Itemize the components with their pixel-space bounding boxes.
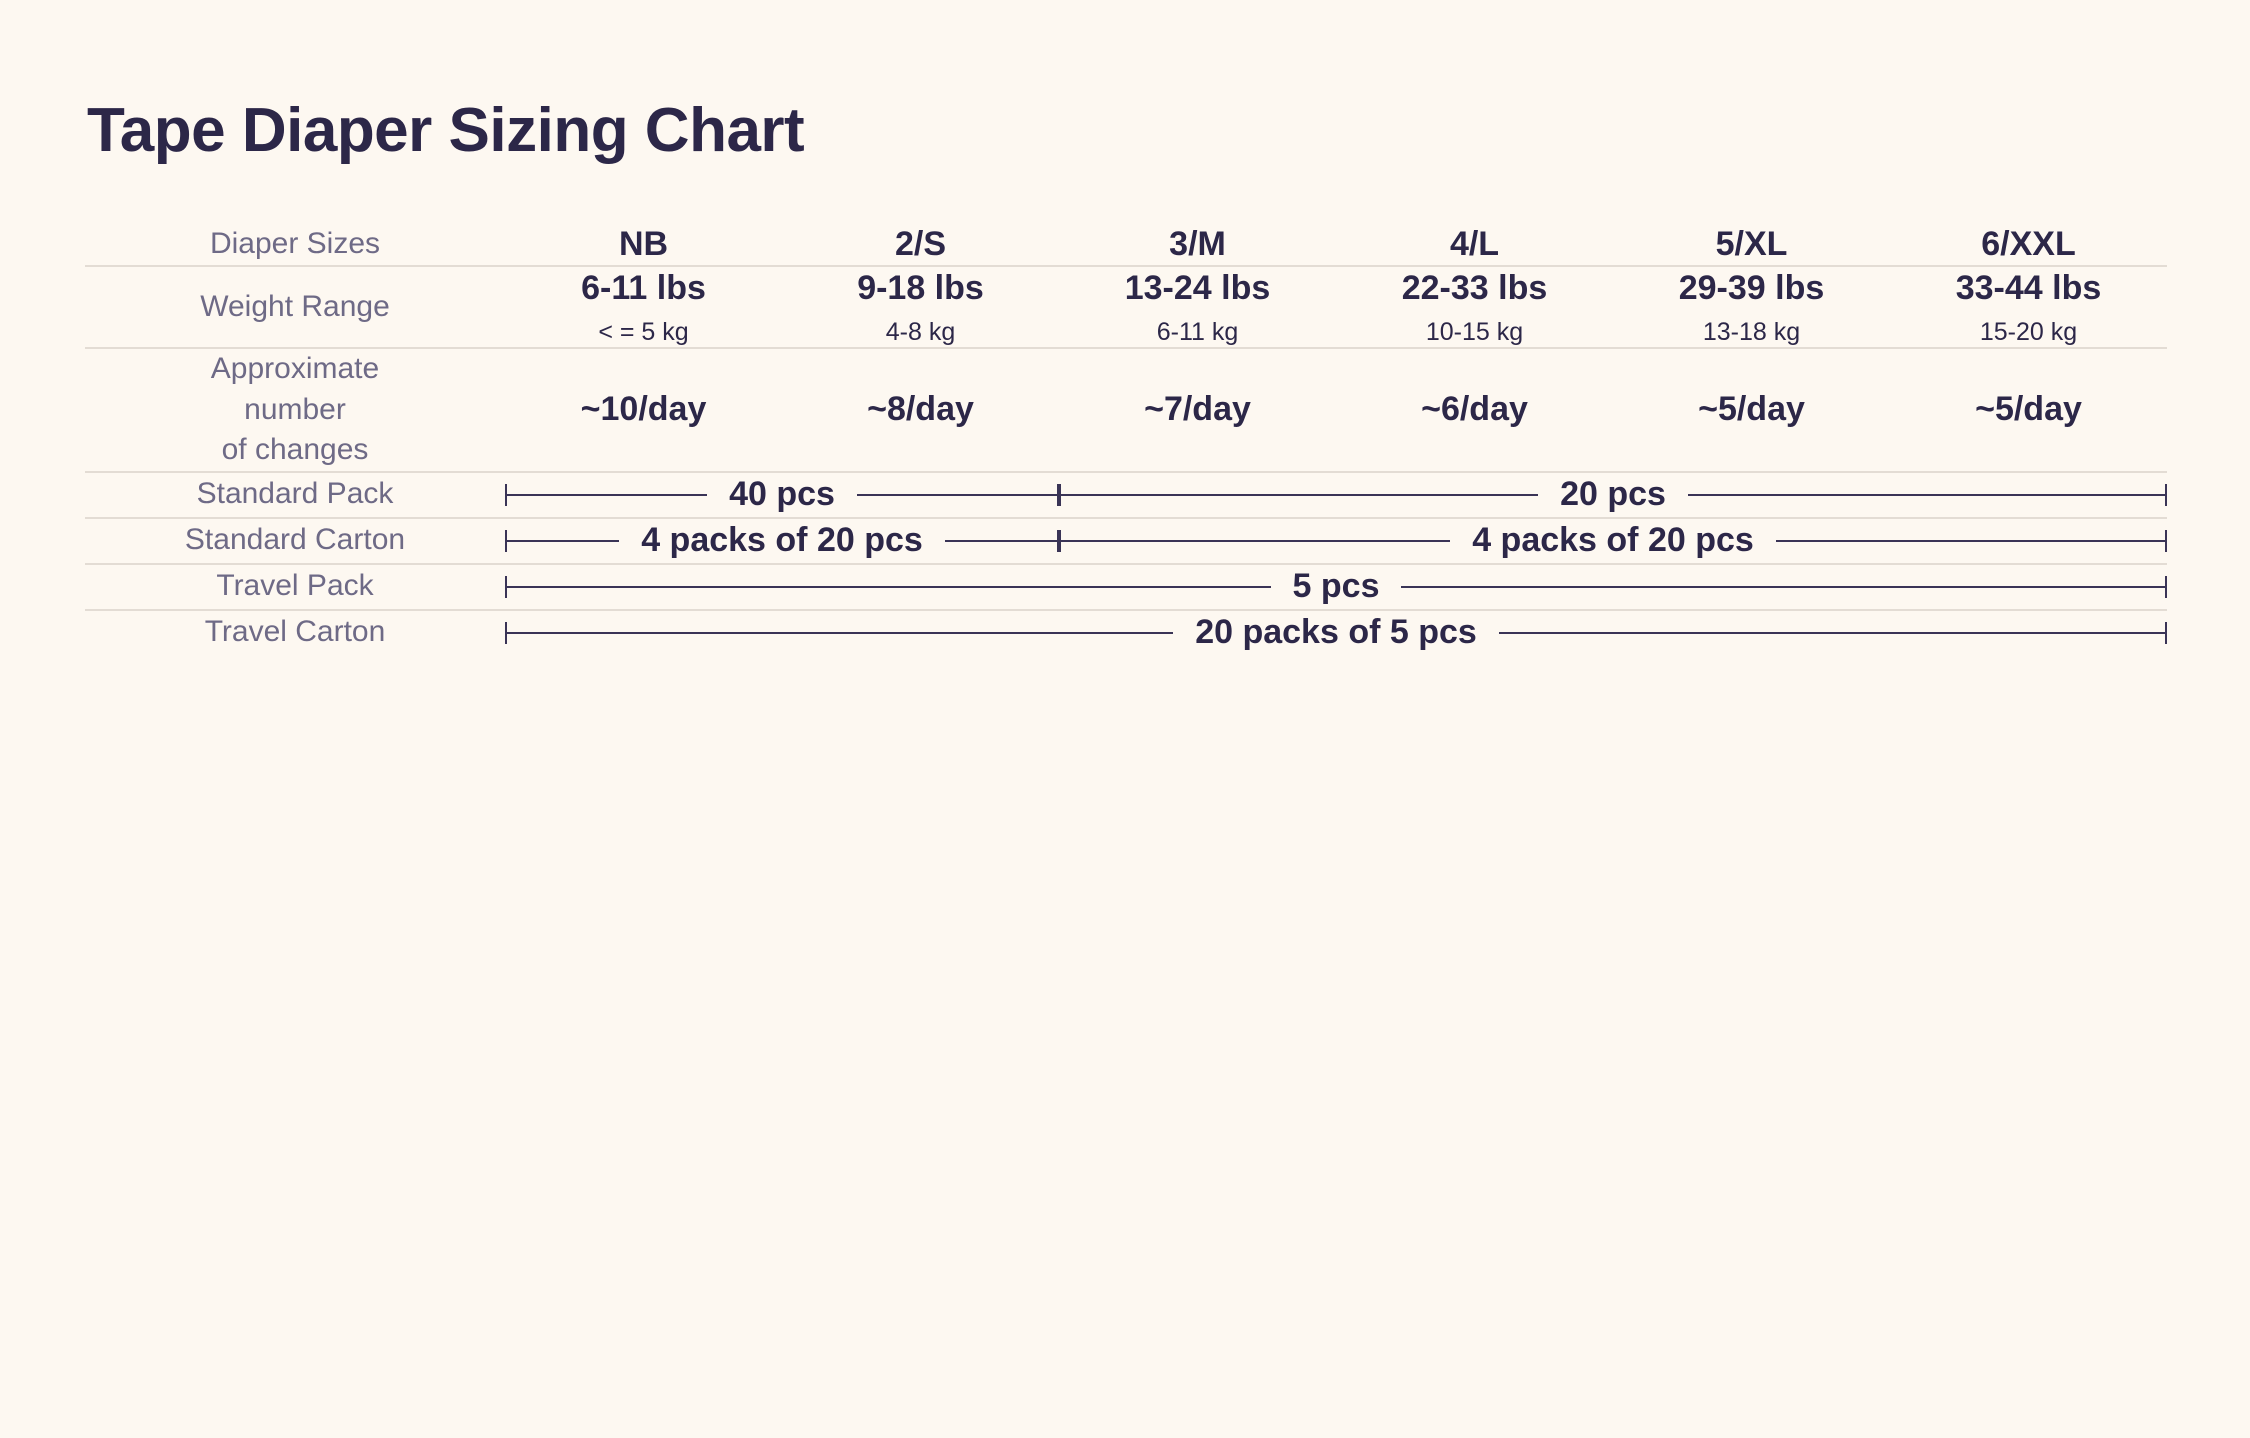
row-label-line: number [244, 392, 346, 426]
weight-kg: 10-15 kg [1425, 318, 1524, 346]
row-label-weight-range: Weight Range [200, 289, 390, 323]
table-row [85, 472, 2167, 518]
weight-lbs: 9-18 lbs [857, 268, 984, 307]
bracket-line [1061, 494, 1538, 496]
table-row [85, 266, 2167, 349]
row-label-travel-pack: Travel Pack [216, 569, 374, 603]
row-label-standard-carton: Standard Carton [184, 523, 406, 557]
row-label-line: Approximate [210, 352, 380, 385]
span-bracket [505, 565, 2167, 609]
weight-lbs: 33-44 lbs [1955, 268, 2102, 307]
span-label: 4 packs of 20 pcs [1472, 521, 1754, 559]
bracket-line [507, 586, 1271, 588]
span-label: 20 pcs [1560, 475, 1666, 513]
weight-cell-4l [1336, 266, 1613, 349]
bracket-cap-right-icon [2165, 530, 2167, 552]
bracket-line [1401, 586, 2165, 588]
row-label-travel-carton: Travel Carton [204, 615, 386, 649]
span-label: 5 pcs [1292, 567, 1380, 605]
bracket-cap-right-icon [2165, 484, 2167, 506]
weight-cell-2s [782, 266, 1059, 349]
bracket-line [1688, 494, 2165, 496]
bracket-line [857, 494, 1057, 496]
weight-cell-6xxl [1890, 266, 2167, 349]
bracket-line [1776, 540, 2165, 542]
weight-kg: 13-18 kg [1702, 318, 1801, 346]
changes-cell-nb: ~10/day [580, 390, 707, 429]
bracket-line [507, 540, 619, 542]
bracket-line [507, 632, 1173, 634]
weight-cell-nb [505, 266, 782, 349]
weight-lbs: 13-24 lbs [1124, 268, 1271, 307]
span-label: 20 packs of 5 pcs [1195, 613, 1477, 651]
span-label: 40 pcs [729, 475, 835, 513]
span-cell-standard-carton-3m-6xxl [1059, 518, 2167, 564]
weight-cell-3m [1059, 266, 1336, 349]
row-label-approximate-changes [85, 348, 505, 472]
bracket-cap-right-icon [2165, 622, 2167, 644]
span-bracket [1059, 519, 2167, 563]
table-header-row [85, 224, 2167, 266]
table-row [85, 564, 2167, 610]
span-bracket [505, 519, 1059, 563]
changes-cell-4l: ~6/day [1421, 390, 1528, 429]
bracket-line [1061, 540, 1450, 542]
span-cell-standard-pack-nb-2s [505, 472, 1059, 518]
weight-lbs: 22-33 lbs [1401, 268, 1548, 307]
span-cell-standard-carton-nb-2s [505, 518, 1059, 564]
column-header-nb: NB [618, 224, 669, 263]
span-cell-travel-pack-all [505, 564, 2167, 610]
row-label-standard-pack: Standard Pack [196, 477, 394, 511]
weight-lbs: 29-39 lbs [1678, 268, 1825, 307]
weight-kg: 4-8 kg [885, 318, 956, 346]
weight-cell-5xl [1613, 266, 1890, 349]
column-header-2s: 2/S [894, 224, 947, 263]
weight-kg: 6-11 kg [1156, 318, 1239, 346]
span-bracket [1059, 473, 2167, 517]
table-row [85, 348, 2167, 472]
row-label-line: of changes [221, 433, 369, 466]
changes-cell-6xxl: ~5/day [1975, 390, 2082, 429]
span-cell-standard-pack-3m-6xxl [1059, 472, 2167, 518]
span-bracket [505, 473, 1059, 517]
table-row [85, 610, 2167, 655]
bracket-line [507, 494, 707, 496]
changes-cell-2s: ~8/day [867, 390, 974, 429]
span-label: 4 packs of 20 pcs [641, 521, 923, 559]
changes-cell-5xl: ~5/day [1698, 390, 1805, 429]
bracket-line [945, 540, 1057, 542]
weight-kg: 15-20 kg [1979, 318, 2078, 346]
span-cell-travel-carton-all [505, 610, 2167, 655]
weight-lbs: 6-11 lbs [581, 268, 706, 307]
bracket-cap-right-icon [2165, 576, 2167, 598]
column-header-5xl: 5/XL [1715, 224, 1788, 263]
table-row [85, 518, 2167, 564]
column-header-3m: 3/M [1169, 224, 1226, 263]
column-header-6xxl: 6/XXL [1981, 224, 2076, 263]
sizing-chart-table [85, 224, 2167, 655]
row-label-diaper-sizes: Diaper Sizes [209, 227, 381, 260]
column-header-4l: 4/L [1449, 224, 1500, 263]
weight-kg: < = 5 kg [598, 318, 689, 346]
changes-cell-3m: ~7/day [1144, 390, 1251, 429]
page-title: Tape Diaper Sizing Chart [87, 96, 805, 165]
bracket-line [1499, 632, 2165, 634]
span-bracket [505, 611, 2167, 655]
